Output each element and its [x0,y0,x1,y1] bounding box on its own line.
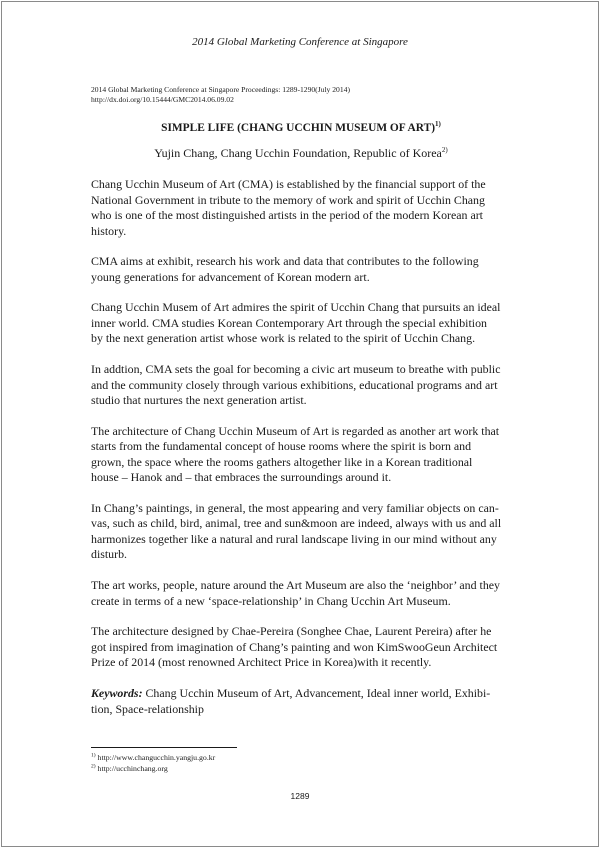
keywords-paragraph [91,686,511,717]
footnote-link[interactable]: http://ucchinchang.org [95,764,168,773]
footnote-item [91,752,215,763]
proceedings-citation: 2014 Global Marketing Conference at Singapore Proceedings: 1289-1290(July 2014) [91,85,350,94]
footnote-item [91,763,215,774]
paragraph-line: by the next generation artist whose work is related to the spirit of Ucchin Chang. [91,331,476,346]
body-paragraph [91,177,511,239]
body-paragraph [91,501,511,563]
paragraph-list [91,177,511,671]
paragraph-line: Chang Ucchin Museum of Art (CMA) is established by the financial support of the [91,177,486,191]
doi-link[interactable]: http://dx.doi.org/10.15444/GMC2014.06.09.02 [91,95,234,104]
footnote-rule [91,747,237,748]
paragraph-line: The architecture designed by Chae-Pereira (Songhee Chae, Laurent Pereira) after he [91,624,492,639]
body-paragraph [91,424,511,486]
paragraph-line: Prize of 2014 (most renowned Architect Price in Korea)with it recently. [91,655,432,670]
running-header: 2014 Global Marketing Conference at Singapore [192,36,408,48]
body-paragraph [91,624,511,671]
author-line [91,146,511,161]
footnotes [91,752,215,774]
paragraph-line: harmonizes together like a natural and rural landscape living in our mind without any [91,531,497,546]
paragraph-line: who is one of the most distinguished artists in the period of the modern Korean art [91,208,483,222]
body-paragraph [91,578,511,609]
keywords-text-line1: Chang Ucchin Museum of Art, Advancement, Ideal inner world, Exhibi- [142,686,491,700]
paragraph-line: grown, the space where the rooms gathers altogether like in a Korean traditional [91,454,473,469]
paragraph-line: starts from the fundamental concept of house rooms where the spirit is born and [91,439,472,454]
body-paragraph [91,300,511,347]
paragraph-line: CMA aims at exhibit, research his work and data that contributes to the following [91,254,479,269]
paragraph-line: In addtion, CMA sets the goal for becoming a civic art museum to breathe with public [91,362,501,377]
body-paragraph [91,362,511,409]
title-footnote-mark: 1) [434,120,441,129]
footnote-link[interactable]: http://www.changucchin.yangju.go.kr [95,753,216,762]
page-number: 1289 [290,791,310,801]
paragraph-line: Chang Ucchin Musem of Art admires the spirit of Ucchin Chang that pursuits an ideal [91,300,501,315]
paragraph-line: and the community closely through various exhibitions, educational programs and art [91,377,498,392]
paragraph-line: disturb. [91,547,128,562]
paragraph-line: history. [91,223,127,238]
paragraph-line: studio that nurtures the next generation artist. [91,393,307,408]
paragraph-line: vas, such as child, bird, animal, tree and sun&moon are indeed, always with us and all [91,516,502,531]
paragraph-line: create in terms of a new ‘space-relationship’ in Chang Ucchin Art Museum. [91,593,451,608]
body-paragraph [91,254,511,285]
paragraph-line: The art works, people, nature around the Art Museum are also the ‘neighbor’ and they [91,578,500,593]
paragraph-line: got inspired from imagination of Chang’s painting and won KimSwooGeun Architect [91,639,498,654]
paragraph-line: house – Hanok and – that embraces the surroundings around it. [91,470,392,485]
proceedings-info [91,85,511,105]
paragraph-line: The architecture of Chang Ucchin Museum of Art is regarded as another art work that [91,423,500,438]
paragraph-line: National Government in tribute to the memory of work and spirit of Ucchin Chang [91,192,485,207]
footnote-mark: 1) [91,752,96,759]
paragraph-line: young generations for advancement of Korean modern art. [91,269,370,284]
paragraph-line: inner world. CMA studies Korean Contemporary Art through the special exhibition [91,315,487,330]
paragraph-line: In Chang’s paintings, in general, the most appearing and very familiar objects on can- [91,500,499,515]
keywords-text-line2: tion, Space-relationship [91,701,204,716]
footnote-mark: 2) [91,763,96,770]
paper-title [91,122,511,134]
abstract-body [91,177,511,717]
keywords-label: Keywords: [91,686,143,700]
author-footnote-mark: 2) [441,146,448,154]
author-text: Yujin Chang, Chang Ucchin Foundation, Republic of Korea [154,146,442,160]
paper-title-text: SIMPLE LIFE (CHANG UCCHIN MUSEUM OF ART) [161,122,435,134]
